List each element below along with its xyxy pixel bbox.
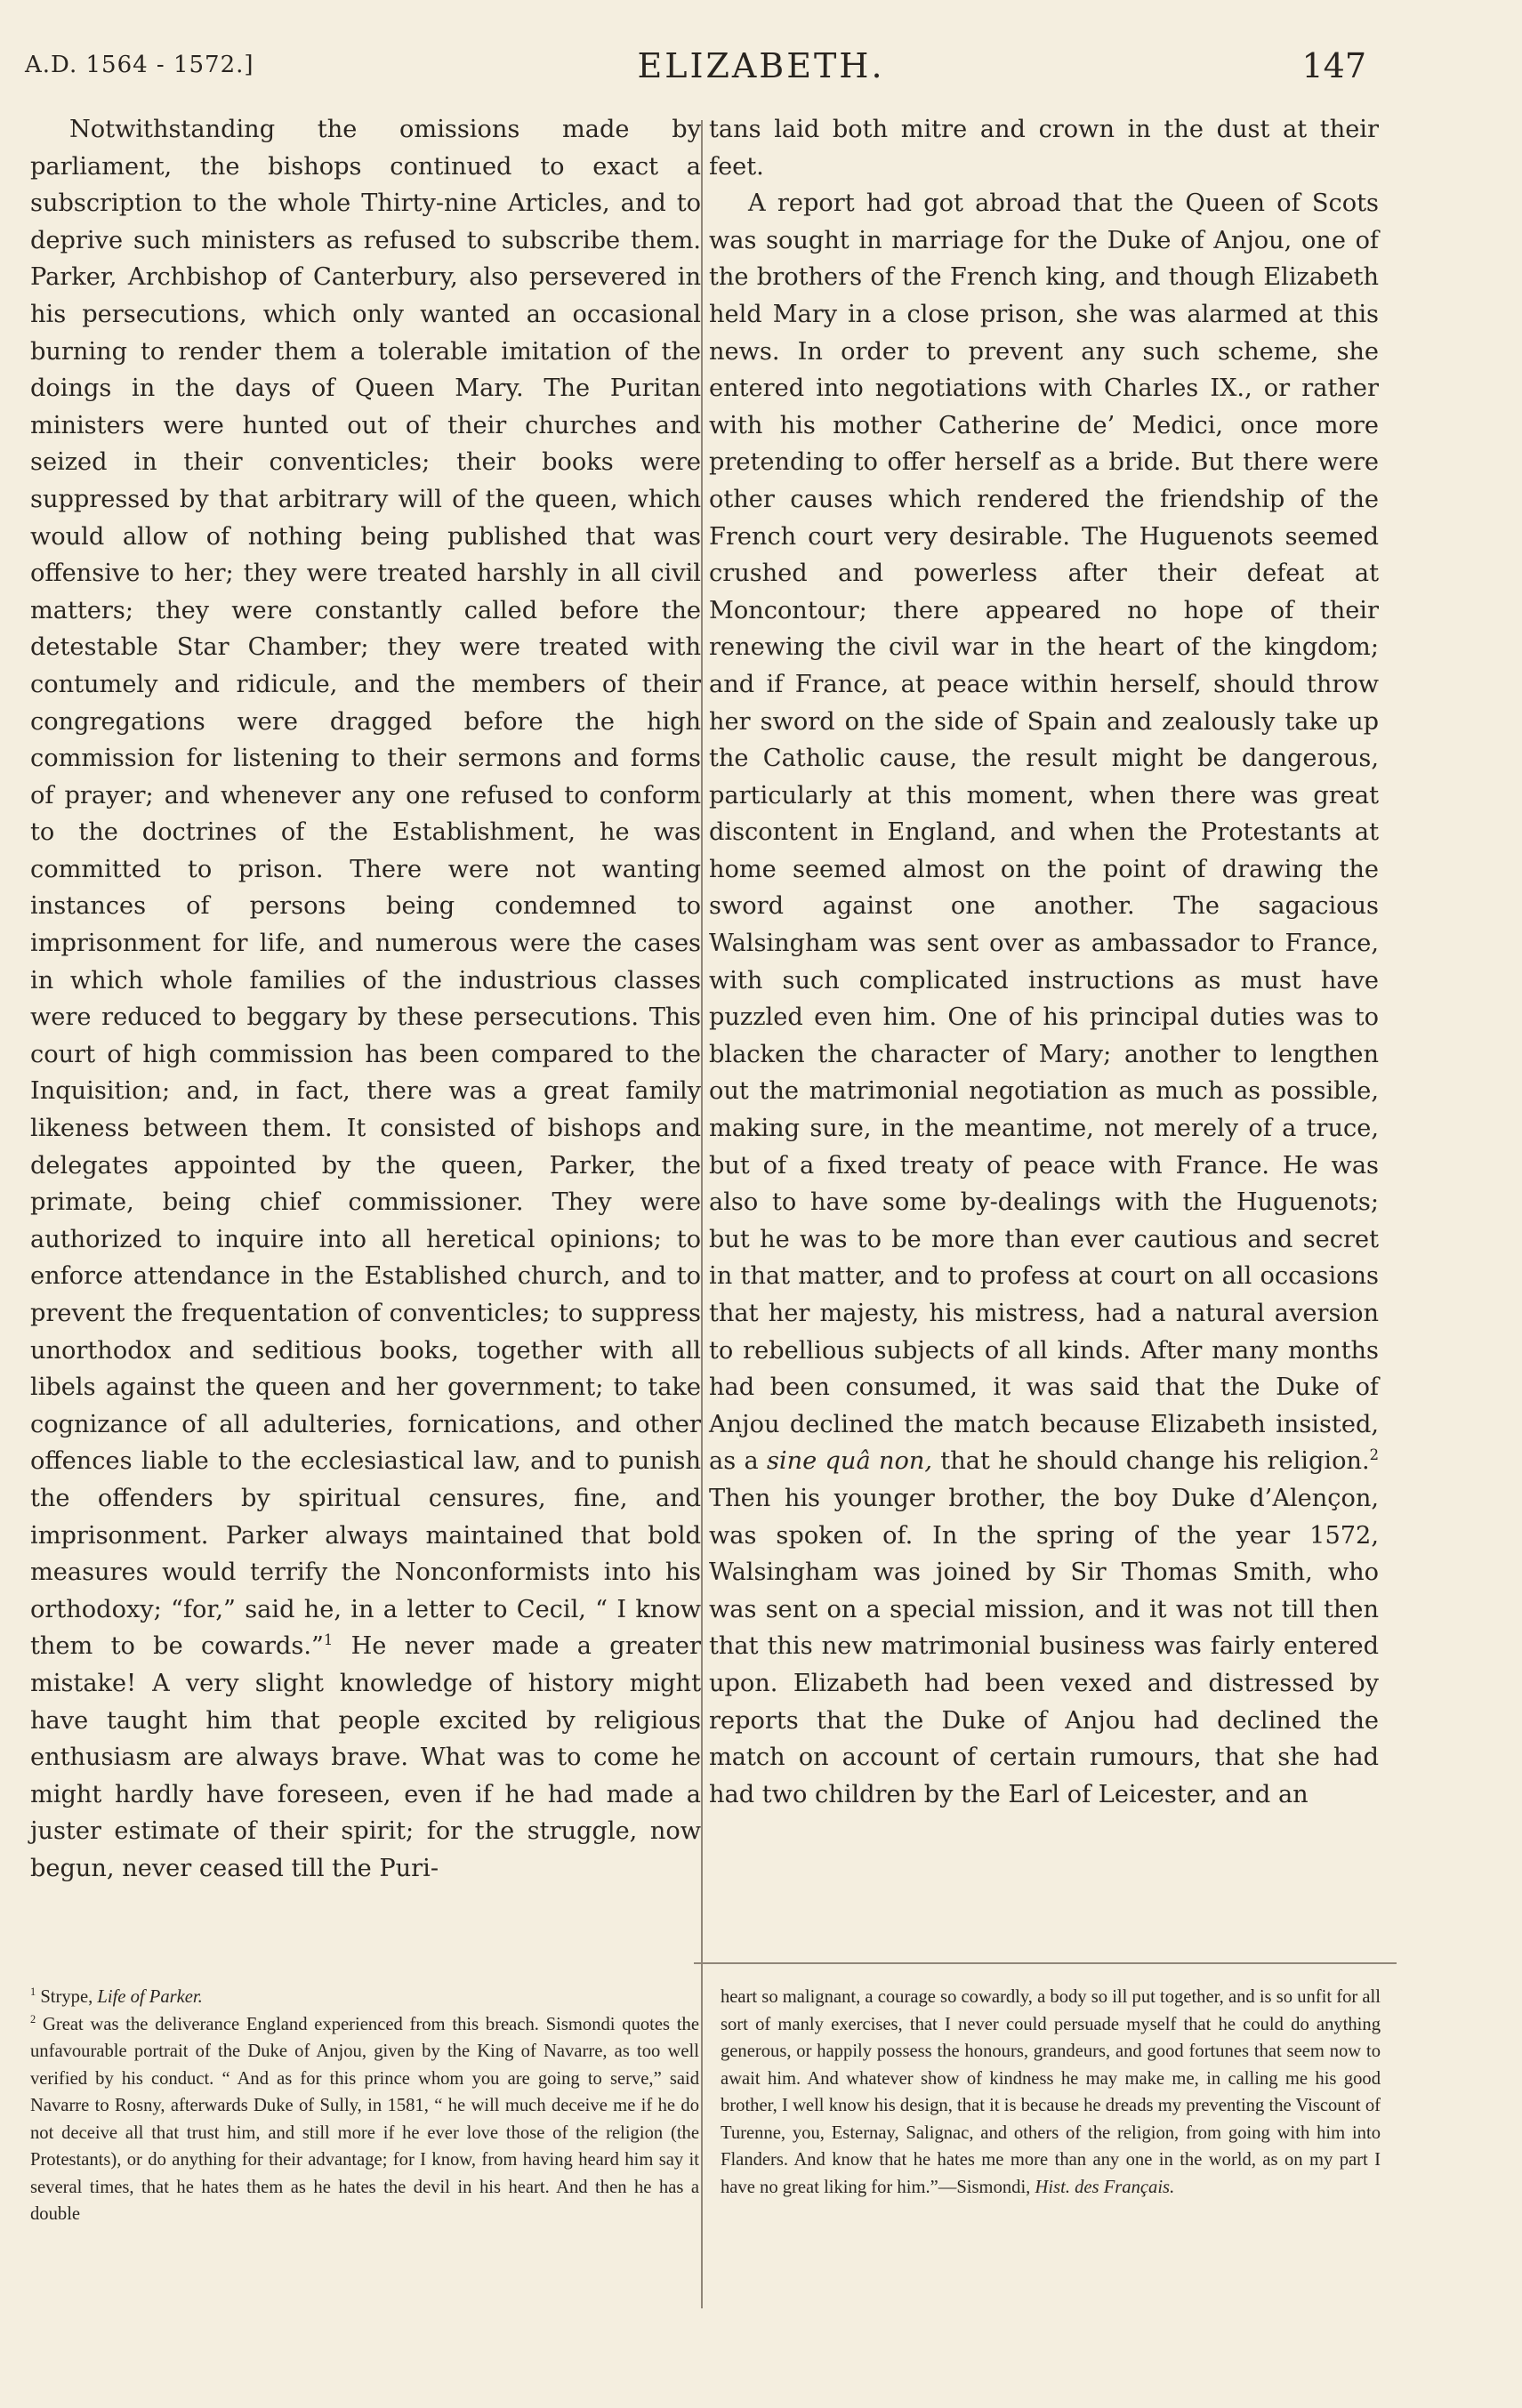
paragraph: [30, 111, 701, 1888]
footnotes-left: [30, 1984, 699, 2228]
paragraph-text: tans laid both mitre and crown in the dust at their feet.: [709, 116, 1379, 181]
footnote-text: Strype,: [36, 1987, 98, 2007]
left-column: [30, 111, 701, 1888]
paragraph: [709, 185, 1379, 1813]
footnote-title: Hist. des Français.: [1035, 2177, 1175, 2197]
footnote-ref: 1: [323, 1631, 334, 1649]
paragraph-text: Then his younger brother, the boy Duke d’Alençon, was spoken of. In the spring of the year 1572, Walsingham was joined by Sir Thomas Smith, who was sent on a special mission, and it was not till then that this new matrimonial business was fairly entered upon. Elizabeth had been vexed and distressed by reports that the Duke of Anjou had declined the match on account of certain rumours, that she had had two children by the Earl of Leicester, and an: [709, 1484, 1379, 1808]
column-divider: [701, 120, 703, 2308]
right-column: [709, 111, 1379, 1813]
paragraph-text: A report had got abroad that the Queen of Scots was sought in marriage for the Duke of Anjou, one of the brothers of the French king, and though Elizabeth held Mary in a close prison, she was alarmed at this news. In order to prevent any such scheme, she entered into negotiations with Charles IX., or rather with his mother Catherine de’ Medici, once more pretending to offer herself as a bride. But there were other causes which rendered the friendship of the French court very desirable. The Huguenots seemed crushed and powerless after their defeat at Moncontour; there appeared no hope of their renewing the civil war in the heart of the kingdom; and if France, at peace within herself, should throw her sword on the side of Spain and zealously take up the Catholic cause, the result might be dangerous, particularly at this moment, when there was great discontent in England, and when the Protestants at home seemed almost on the point of drawing the sword against one another. The sagacious Walsingham was sent over as ambassador to France, with such complicated instructions as must have puzzled even him. One of his principal duties was to blacken the character of Mary; another to lengthen out the matrimonial negotiation as much as possible, making sure, in the meantime, not merely of a truce, but of a fixed treaty of peace with France. He was also to have some by-dealings with the Huguenots; but he was to be more than ever cautious and secret in that matter, and to profess at court on all occasions that her majesty, his mistress, had a natural aversion to rebellious subjects of all kinds. After many months had been consumed, it was said that the Duke of Anjou declined the match because Elizabeth insisted, as a: [709, 189, 1379, 1476]
footnotes-right: [721, 1984, 1381, 2201]
footnote-title: Life of Parker.: [97, 1987, 203, 2007]
footnote: [30, 1984, 699, 2011]
footnote-rule: [694, 1962, 1397, 1964]
footnote-text: Great was the deliverance England experienced from this breach. Sismondi quotes the unfavourable portrait of the Duke of Anjou, given by the King of Navarre, as too well verified by his conduct. “ And as for this prince whom you are going to serve,” said Navarre to Rosny, afterwards Duke of Sully, in 1581, “ he will much deceive me if he do not deceive all that trust him, and still more if he ever love those of the religion (the Protestants), or do anything for their advantage; for I know, from having heard him say it several times, that he hates them as he hates the devil in his heart. And then he has a double: [30, 2014, 699, 2224]
date-range: A.D. 1564 - 1572.]: [25, 52, 254, 78]
page-number: 147: [1301, 46, 1366, 85]
footnote-mark: 2: [30, 2012, 36, 2025]
running-header: [0, 44, 1522, 89]
paragraph-text: that he should change his religion.: [932, 1447, 1370, 1476]
footnote: [30, 2011, 699, 2228]
footnote-text: heart so malignant, a courage so cowardly, a body so ill put together, and is so unfit for all sort of manly exercises, that I never could persuade myself that he could do anything generous, or happily possess the honours, grandeurs, and good fortunes that seem now to await him. And whatever show of kindness he may make me, in calling me his good brother, I well know his design, that it is because he dreads my preventing the Viscount of Turenne, you, Esternay, Salignac, and others of the religion, from going with him into Flanders. And know that he hates me more than any one in the world, as on my part I have no great liking for him.”—Sismondi,: [721, 1987, 1381, 2197]
running-title: ELIZABETH.: [637, 46, 885, 85]
footnote-continued: [721, 1984, 1381, 2201]
paragraph-text: Notwithstanding the omissions made by parliament, the bishops continued to exact a subscription to the whole Thirty-nine Articles, and to deprive such ministers as refused to subscribe them. Parker, Archbishop of Canterbury, also persevered in his persecutions, which only wanted an occasional burning to render them a tolerable imitation of the doings in the days of Queen Mary. The Puritan ministers were hunted out of their churches and seized in their conventicles; their books were suppressed by that arbitrary will of the queen, which would allow of nothing being published that was offensive to her; they were treated harshly in all civil matters; they were constantly called before the detestable Star Chamber; they were treated with contumely and ridicule, and the members of their congregations were dragged before the high commission for listening to their sermons and forms of prayer; and whenever any one refused to conform to the doctrines of the Establishment, he was committed to prison. There were not wanting instances of persons being condemned to imprisonment for life, and numerous were the cases in which whole families of the industrious classes were reduced to beggary by these persecutions. This court of high commission has been compared to the Inquisition; and, in fact, there was a great family likeness between them. It consisted of bishops and delegates appointed by the queen, Parker, the primate, being chief commissioner. They were authorized to inquire into all heretical opinions; to enforce attendance in the Established church, and to prevent the frequentation of conventicles; to suppress unorthodox and seditious books, together with all libels against the queen and her government; to take cognizance of all adulteries, fornications, and other offences liable to the ecclesiastical law, and to punish the offenders by spiritual censures, fine, and imprisonment. Parker always maintained that bold measures would terrify the Nonconformists into his orthodoxy; “for,” said he, in a letter to Cecil, “ I know them to be cowards.”: [30, 116, 701, 1661]
paragraph: [709, 111, 1379, 185]
footnote-mark: 1: [30, 1985, 36, 1999]
italic-phrase: sine quâ non,: [766, 1447, 932, 1476]
footnote-ref: 2: [1369, 1446, 1380, 1464]
paragraph-text: He never made a greater mistake! A very slight knowledge of history might have taught him that people excited by religious enthusiasm are always brave. What was to come he might hardly have foreseen, even if he had made a juster estimate of their spirit; for the struggle, now begun, never ceased till the Puri-: [30, 1632, 701, 1882]
